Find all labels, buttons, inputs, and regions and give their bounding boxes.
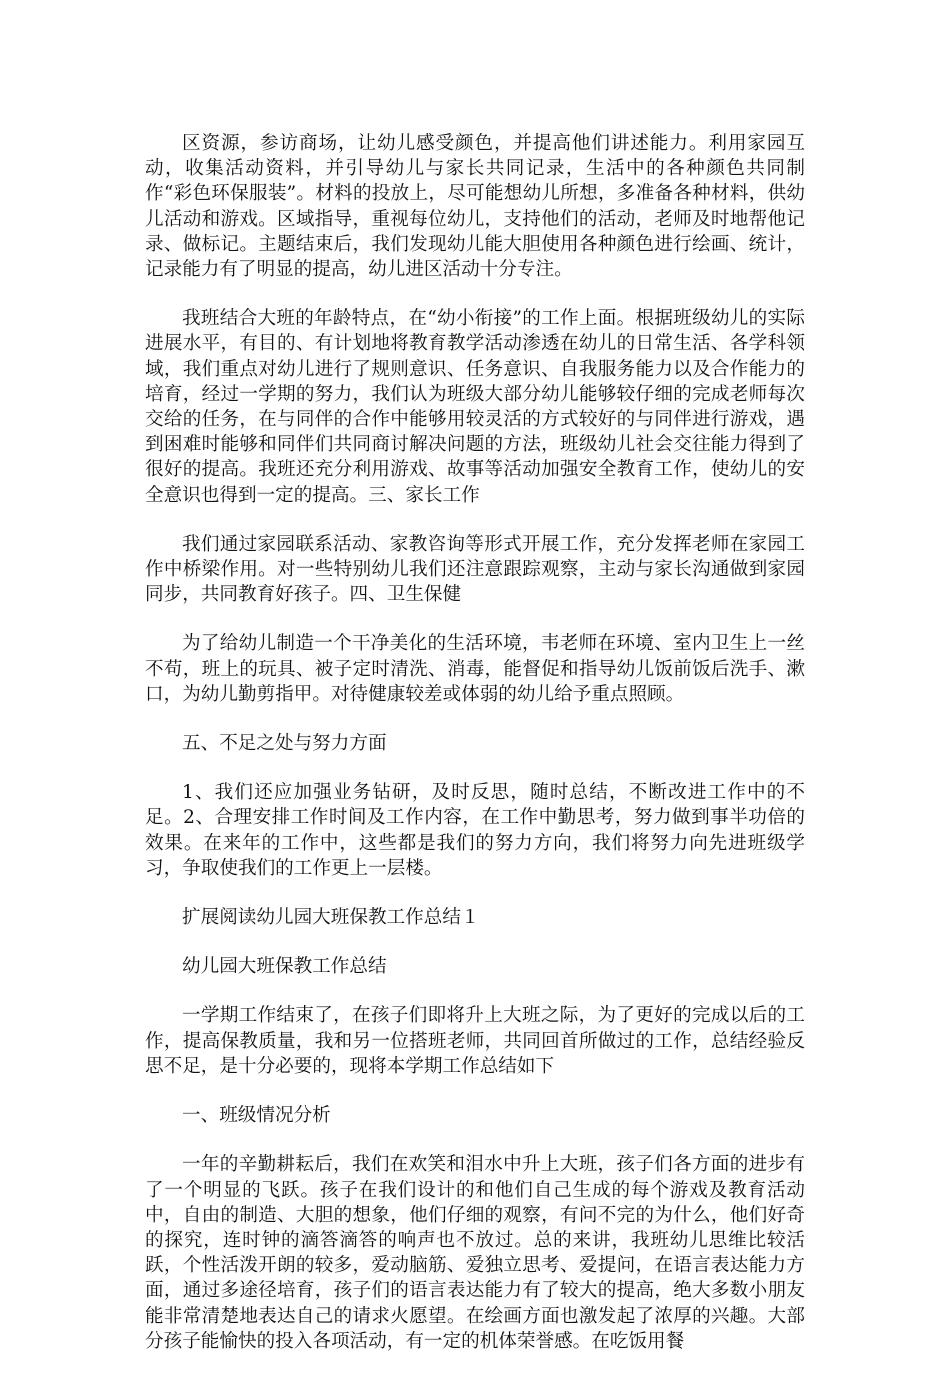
section-heading-class-analysis: 一、班级情况分析 [182,1105,331,1127]
paragraph-hygiene: 为了给幼儿制造一个干净美化的生活环境，韦老师在环境、室内卫生上一丝不苟，班上的玩具、被子定时清洗、消毒，能督促和指导幼儿饭前饭后洗手、漱口，为幼儿勤剪指甲。对待健康较差或体弱的幼儿给予重点照顾。 [145,633,805,705]
paragraph-transition: 我班结合大班的年龄特点，在“幼小衔接”的工作上面。根据班级幼儿的实际进展水平，有目的、有计划地将教育教学活动渗透在幼儿的日常生活、各学科领域，我们重点对幼儿进行了规则意识、任务意识、自我服务能力以及合作能力的培育，经过一学期的努力，我们认为班级大部分幼儿能够较仔细的完成老师每次交给的任务，在与同伴的合作中能够用较灵活的方式较好的与同伴进行游戏，遇到困难时能够和同伴们共同商讨解决问题的方法，班级幼儿社会交往能力得到了很好的提高。我班还充分利用游戏、故事等活动加强安全教育工作，使幼儿的安全意识也得到一定的提高。三、家长工作 [145,308,805,506]
paragraph-improvements: 1、我们还应加强业务钻研，及时反思，随时总结，不断改进工作中的不足。2、合理安排工作时间及工作内容，在工作中勤思考，努力做到事半功倍的效果。在来年的工作中，这些都是我们的努力方向，我们将努力向先进班级学习，争取使我们的工作更上一层楼。 [145,782,805,879]
section-heading-shortcomings: 五、不足之处与努力方面 [182,733,387,755]
paragraph-parents: 我们通过家园联系活动、家教咨询等形式开展工作，充分发挥老师在家园工作中桥梁作用。对一些特别幼儿我们还注意跟踪观察，主动与家长沟通做到家园同步，共同教育好孩子。四、卫生保健 [145,533,805,606]
paragraph-intro: 一学期工作结束了，在孩子们即将升上大班之际，为了更好的完成以后的工作，提高保教质量，我和另一位搭班老师，共同回首所做过的工作，总结经验反思不足，是十分必要的，现将本学期工作总结如下 [145,1005,805,1077]
paragraph-class-analysis: 一年的辛勤耕耘后，我们在欢笑和泪水中升上大班，孩子们各方面的进步有了一个明显的飞跃。孩子在我们设计的和他们自己生成的每个游戏及教育活动中，自由的制造、大胆的想象，他们仔细的观察，有问不完的为什么，他们好奇的探究，连时钟的滴答滴答的响声也不放过。总的来讲，我班幼儿思维比较活跃，个性活泼开朗的较多，爱动脑筋、爱独立思考、爱提问，在语言表达能力方面，通过多途径培育，孩子们的语言表达能力有了较大的提高，绝大多数小朋友能非常清楚地表达自己的请求火愿望。在绘画方面也激发起了浓厚的兴趣。大部分孩子能愉快的投入各项活动，有一定的机体荣誉感。在吃饭用餐 [145,1154,805,1352]
summary-title: 幼儿园大班保教工作总结 [182,956,387,978]
document-page [145,131,805,1378]
paragraph-resources: 区资源，参访商场，让幼儿感受颜色，并提高他们讲述能力。利用家园互动，收集活动资料，并引导幼儿与家长共同记录，生活中的各种颜色共同制作“彩色环保服装”。材料的投放上，尽可能想幼儿所想，多准备各种材料，供幼儿活动和游戏。区域指导，重视每位幼儿，支持他们的活动，老师及时地帮他记录、做标记。主题结束后，我们发现幼儿能大胆使用各种颜色进行绘画、统计，记录能力有了明显的提高，幼儿进区活动十分专注。 [145,133,805,281]
extended-reading-title: 扩展阅读幼儿园大班保教工作总结１ [182,907,480,929]
